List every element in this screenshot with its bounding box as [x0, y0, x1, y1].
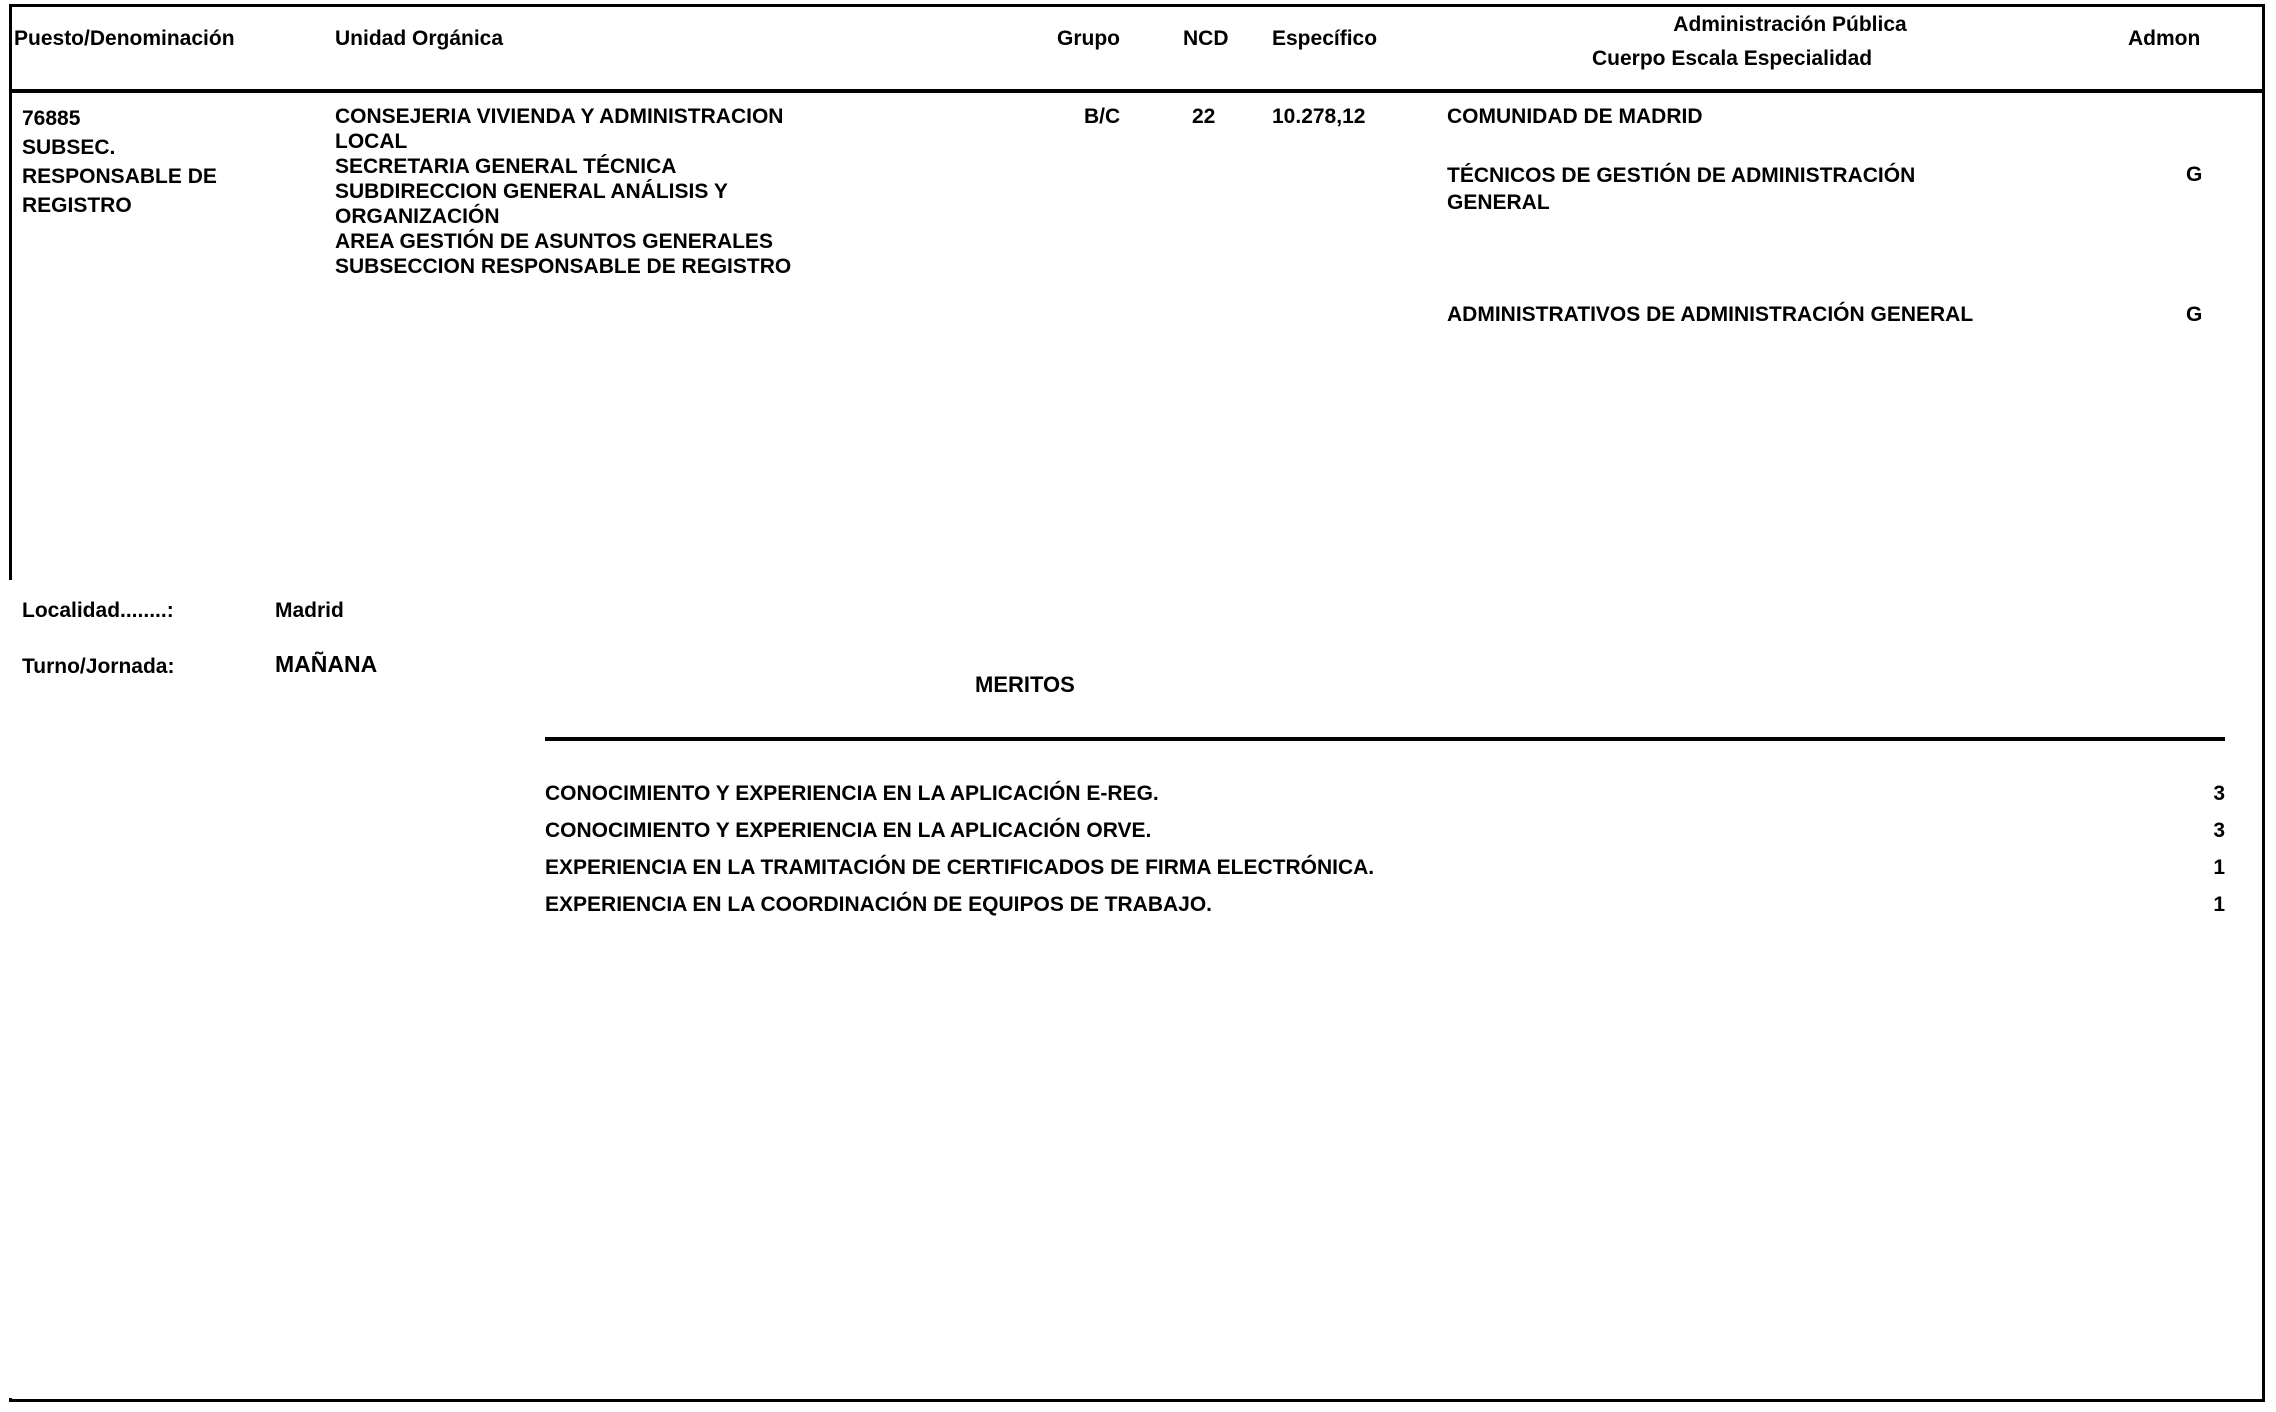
unidad-line: ORGANIZACIÓN: [335, 205, 500, 228]
merito-label: CONOCIMIENTO Y EXPERIENCIA EN LA APLICACIÓN ORVE.: [545, 819, 1152, 842]
column-header-cuerpo-escala-especialidad: Cuerpo Escala Especialidad: [1592, 47, 1873, 70]
column-header-unidad: Unidad Orgánica: [335, 27, 504, 50]
cuerpo-escala-2: ADMINISTRATIVOS DE ADMINISTRACIÓN GENERAL: [1447, 303, 1974, 326]
administracion-publica-value: COMUNIDAD DE MADRID: [1447, 105, 1703, 128]
puesto-denominacion-line-3: REGISTRO: [22, 194, 132, 217]
puesto-denominacion-line-1: SUBSEC.: [22, 136, 116, 159]
admon-value-2: G: [2186, 303, 2203, 326]
cuerpo-escala-1-line-2: GENERAL: [1447, 191, 1550, 214]
unidad-line: LOCAL: [335, 130, 408, 153]
unidad-organica-cell: [335, 104, 1035, 279]
meritos-divider: [545, 737, 2225, 741]
column-header-ncd: NCD: [1183, 27, 1229, 50]
column-header-grupo: Grupo: [1057, 27, 1120, 50]
cuerpo-escala-1: [1447, 162, 2127, 216]
merito-label: EXPERIENCIA EN LA COORDINACIÓN DE EQUIPOS DE TRABAJO.: [545, 893, 1213, 916]
column-header-administracion-publica: Administración Pública: [1673, 13, 1907, 36]
localidad-value: Madrid: [275, 599, 344, 622]
cuerpo-escala-1-line-1: TÉCNICOS DE GESTIÓN DE ADMINISTRACIÓN: [1447, 164, 1916, 187]
meritos-list: [545, 781, 2225, 929]
grupo-value: B/C: [1084, 105, 1121, 128]
unidad-line: SUBSECCION RESPONSABLE DE REGISTRO: [335, 255, 792, 278]
merito-score: 3: [2213, 782, 2225, 805]
turno-jornada-label: Turno/Jornada:: [22, 655, 175, 678]
unidad-line: CONSEJERIA VIVIENDA Y ADMINISTRACION: [335, 105, 784, 128]
puesto-denominacion-line-2: RESPONSABLE DE: [22, 165, 217, 188]
meritos-title: MERITOS: [975, 672, 1075, 697]
header-divider: [9, 89, 2265, 93]
column-header-especifico: Específico: [1272, 27, 1378, 50]
admon-value-1: G: [2186, 163, 2203, 186]
merito-label: EXPERIENCIA EN LA TRAMITACIÓN DE CERTIFICADOS DE FIRMA ELECTRÓNICA.: [545, 856, 1375, 879]
ncd-value: 22: [1192, 105, 1216, 128]
left-border-gap: [9, 580, 12, 1398]
merito-score: 3: [2213, 819, 2225, 842]
especifico-value: 10.278,12: [1272, 105, 1366, 128]
merito-row: [545, 781, 2225, 818]
merito-row: [545, 892, 2225, 929]
merito-row: [545, 818, 2225, 855]
unidad-line: SECRETARIA GENERAL TÉCNICA: [335, 155, 677, 178]
column-header-admon: Admon: [2128, 27, 2201, 50]
merito-label: CONOCIMIENTO Y EXPERIENCIA EN LA APLICACIÓN E-REG.: [545, 782, 1159, 805]
merito-score: 1: [2213, 893, 2225, 916]
merito-score: 1: [2213, 856, 2225, 879]
puesto-denominacion-cell: [22, 104, 322, 220]
puesto-codigo: 76885: [22, 107, 81, 130]
column-header-puesto: Puesto/Denominación: [14, 27, 235, 50]
unidad-line: SUBDIRECCION GENERAL ANÁLISIS Y: [335, 180, 728, 203]
turno-jornada-value: MAÑANA: [275, 651, 378, 677]
localidad-label: Localidad........:: [22, 599, 174, 622]
merito-row: [545, 855, 2225, 892]
unidad-line: AREA GESTIÓN DE ASUNTOS GENERALES: [335, 230, 773, 253]
